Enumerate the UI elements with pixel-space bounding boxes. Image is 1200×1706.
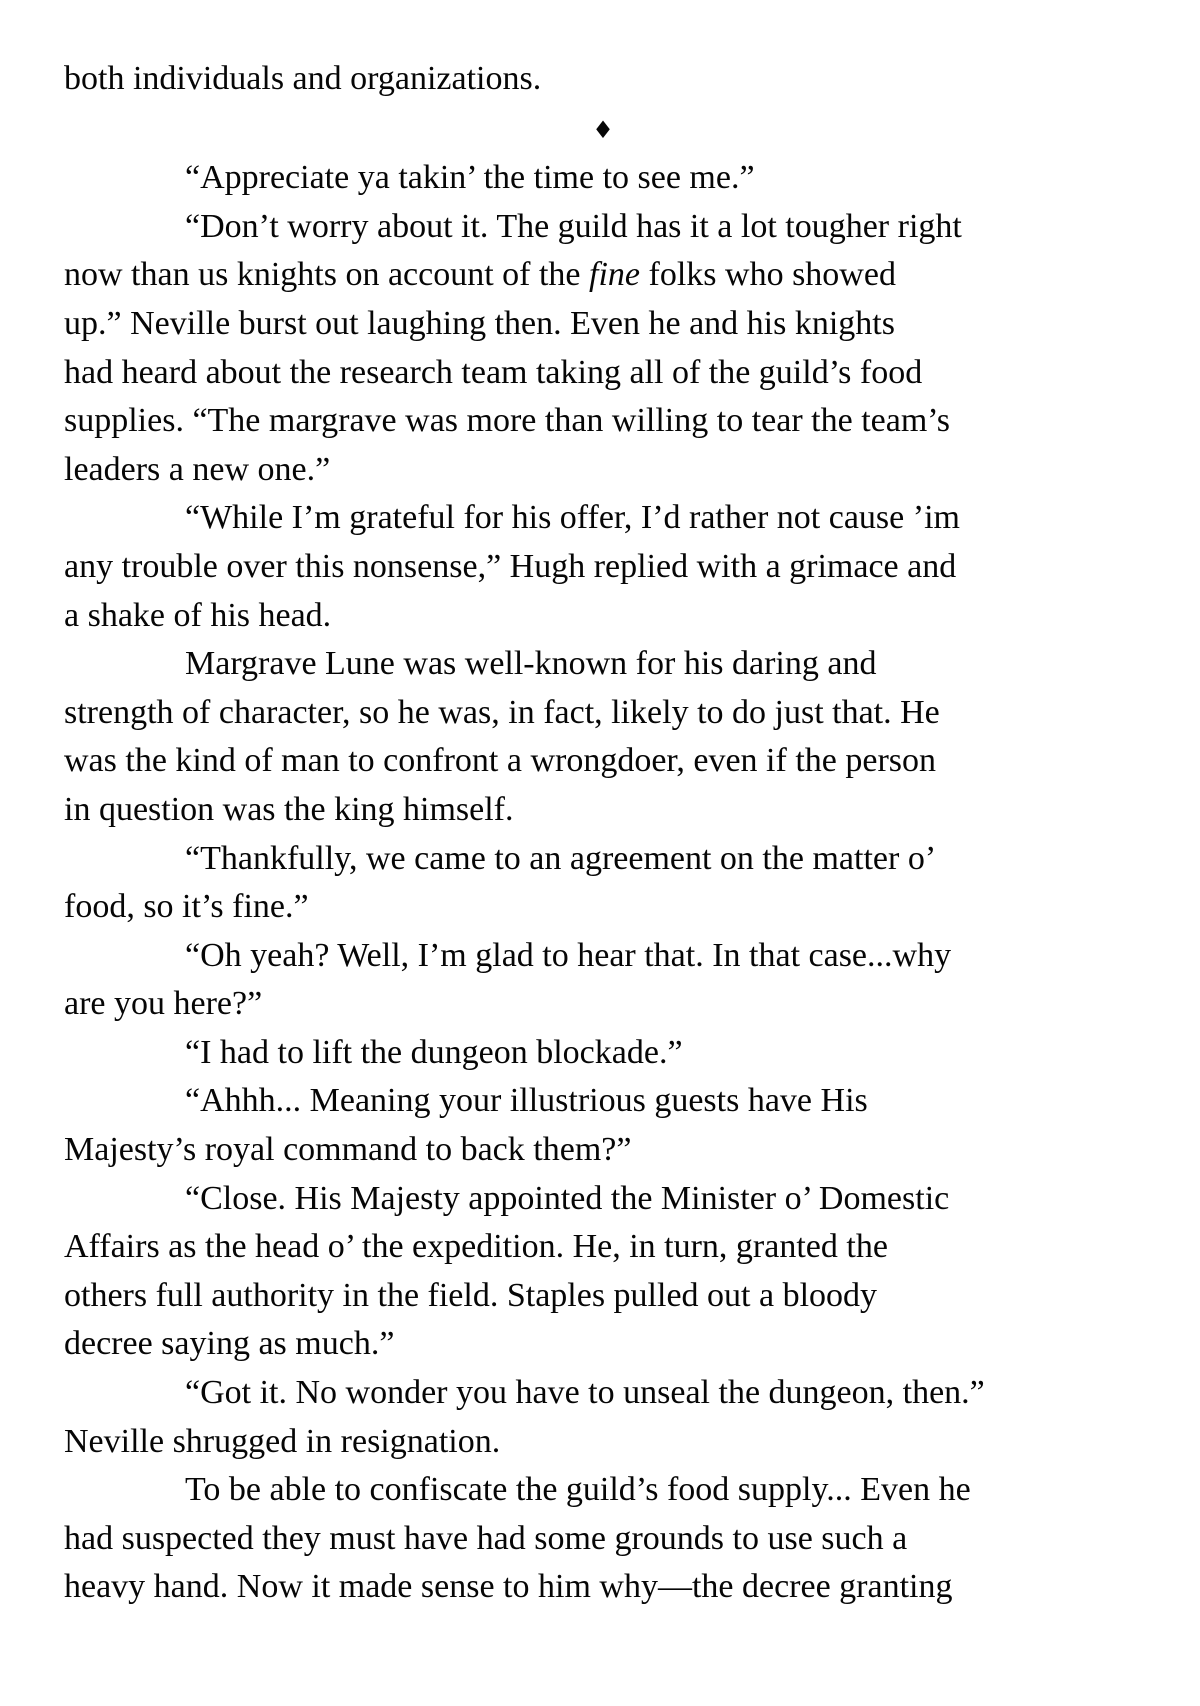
text-line: leaders a new one.” bbox=[64, 450, 331, 488]
text-line: supplies. “The margrave was more than willing to tear the team’s bbox=[64, 402, 950, 440]
text-line: was the kind of man to confront a wrongdoer, even if the person bbox=[64, 742, 936, 780]
text-line: heavy hand. Now it made sense to him why—the decree granting bbox=[64, 1568, 953, 1606]
text-line: “Don’t worry about it. The guild has it a lot tougher right bbox=[185, 207, 962, 245]
text-line bbox=[64, 251, 1142, 300]
text-line: others full authority in the field. Staples pulled out a bloody bbox=[64, 1276, 878, 1314]
text-line: in question was the king himself. bbox=[64, 790, 514, 828]
text-line: both individuals and organizations. bbox=[64, 60, 542, 97]
text-line: “Appreciate ya takin’ the time to see me.” bbox=[185, 159, 755, 197]
italic-text-run: fine bbox=[589, 256, 641, 294]
text-line: “I had to lift the dungeon blockade.” bbox=[185, 1033, 683, 1071]
text-line: are you here?” bbox=[64, 985, 263, 1023]
text-run: folks who showed bbox=[640, 256, 896, 294]
text-line: “While I’m grateful for his offer, I’d rather not cause ’im bbox=[185, 499, 960, 537]
text-line: food, so it’s fine.” bbox=[64, 888, 309, 926]
text-line: Neville shrugged in resignation. bbox=[64, 1422, 501, 1460]
text-line: strength of character, so he was, in fact, likely to do just that. He bbox=[64, 693, 940, 731]
text-line: “Oh yeah? Well, I’m glad to hear that. In that case...why bbox=[185, 936, 952, 974]
text-line: “Close. His Majesty appointed the Minister o’ Domestic bbox=[185, 1179, 950, 1217]
text-run: now than us knights on account of the bbox=[64, 256, 590, 294]
text-line: had suspected they must have had some grounds to use such a bbox=[64, 1519, 908, 1557]
text-line: Margrave Lune was well-known for his daring and bbox=[185, 645, 877, 683]
text-line: To be able to confiscate the guild’s food supply... Even he bbox=[185, 1471, 971, 1509]
text-line: “Got it. No wonder you have to unseal the dungeon, then.” bbox=[185, 1374, 985, 1412]
text-line: had heard about the research team taking all of the guild’s food bbox=[64, 353, 923, 391]
text-line: “Thankfully, we came to an agreement on the matter o’ bbox=[185, 839, 937, 877]
text-line: “Ahhh... Meaning your illustrious guests have His bbox=[185, 1082, 868, 1120]
text-line: Affairs as the head o’ the expedition. He, in turn, granted the bbox=[64, 1228, 888, 1266]
text-line: a shake of his head. bbox=[64, 596, 332, 634]
text-line: up.” Neville burst out laughing then. Even he and his knights bbox=[64, 304, 895, 342]
diamond-icon: ♦ bbox=[592, 115, 614, 144]
text-line: any trouble over this nonsense,” Hugh replied with a grimace and bbox=[64, 547, 957, 585]
section-separator bbox=[64, 104, 1142, 155]
text-line: decree saying as much.” bbox=[64, 1325, 395, 1363]
text-line: Majesty’s royal command to back them?” bbox=[64, 1131, 632, 1169]
